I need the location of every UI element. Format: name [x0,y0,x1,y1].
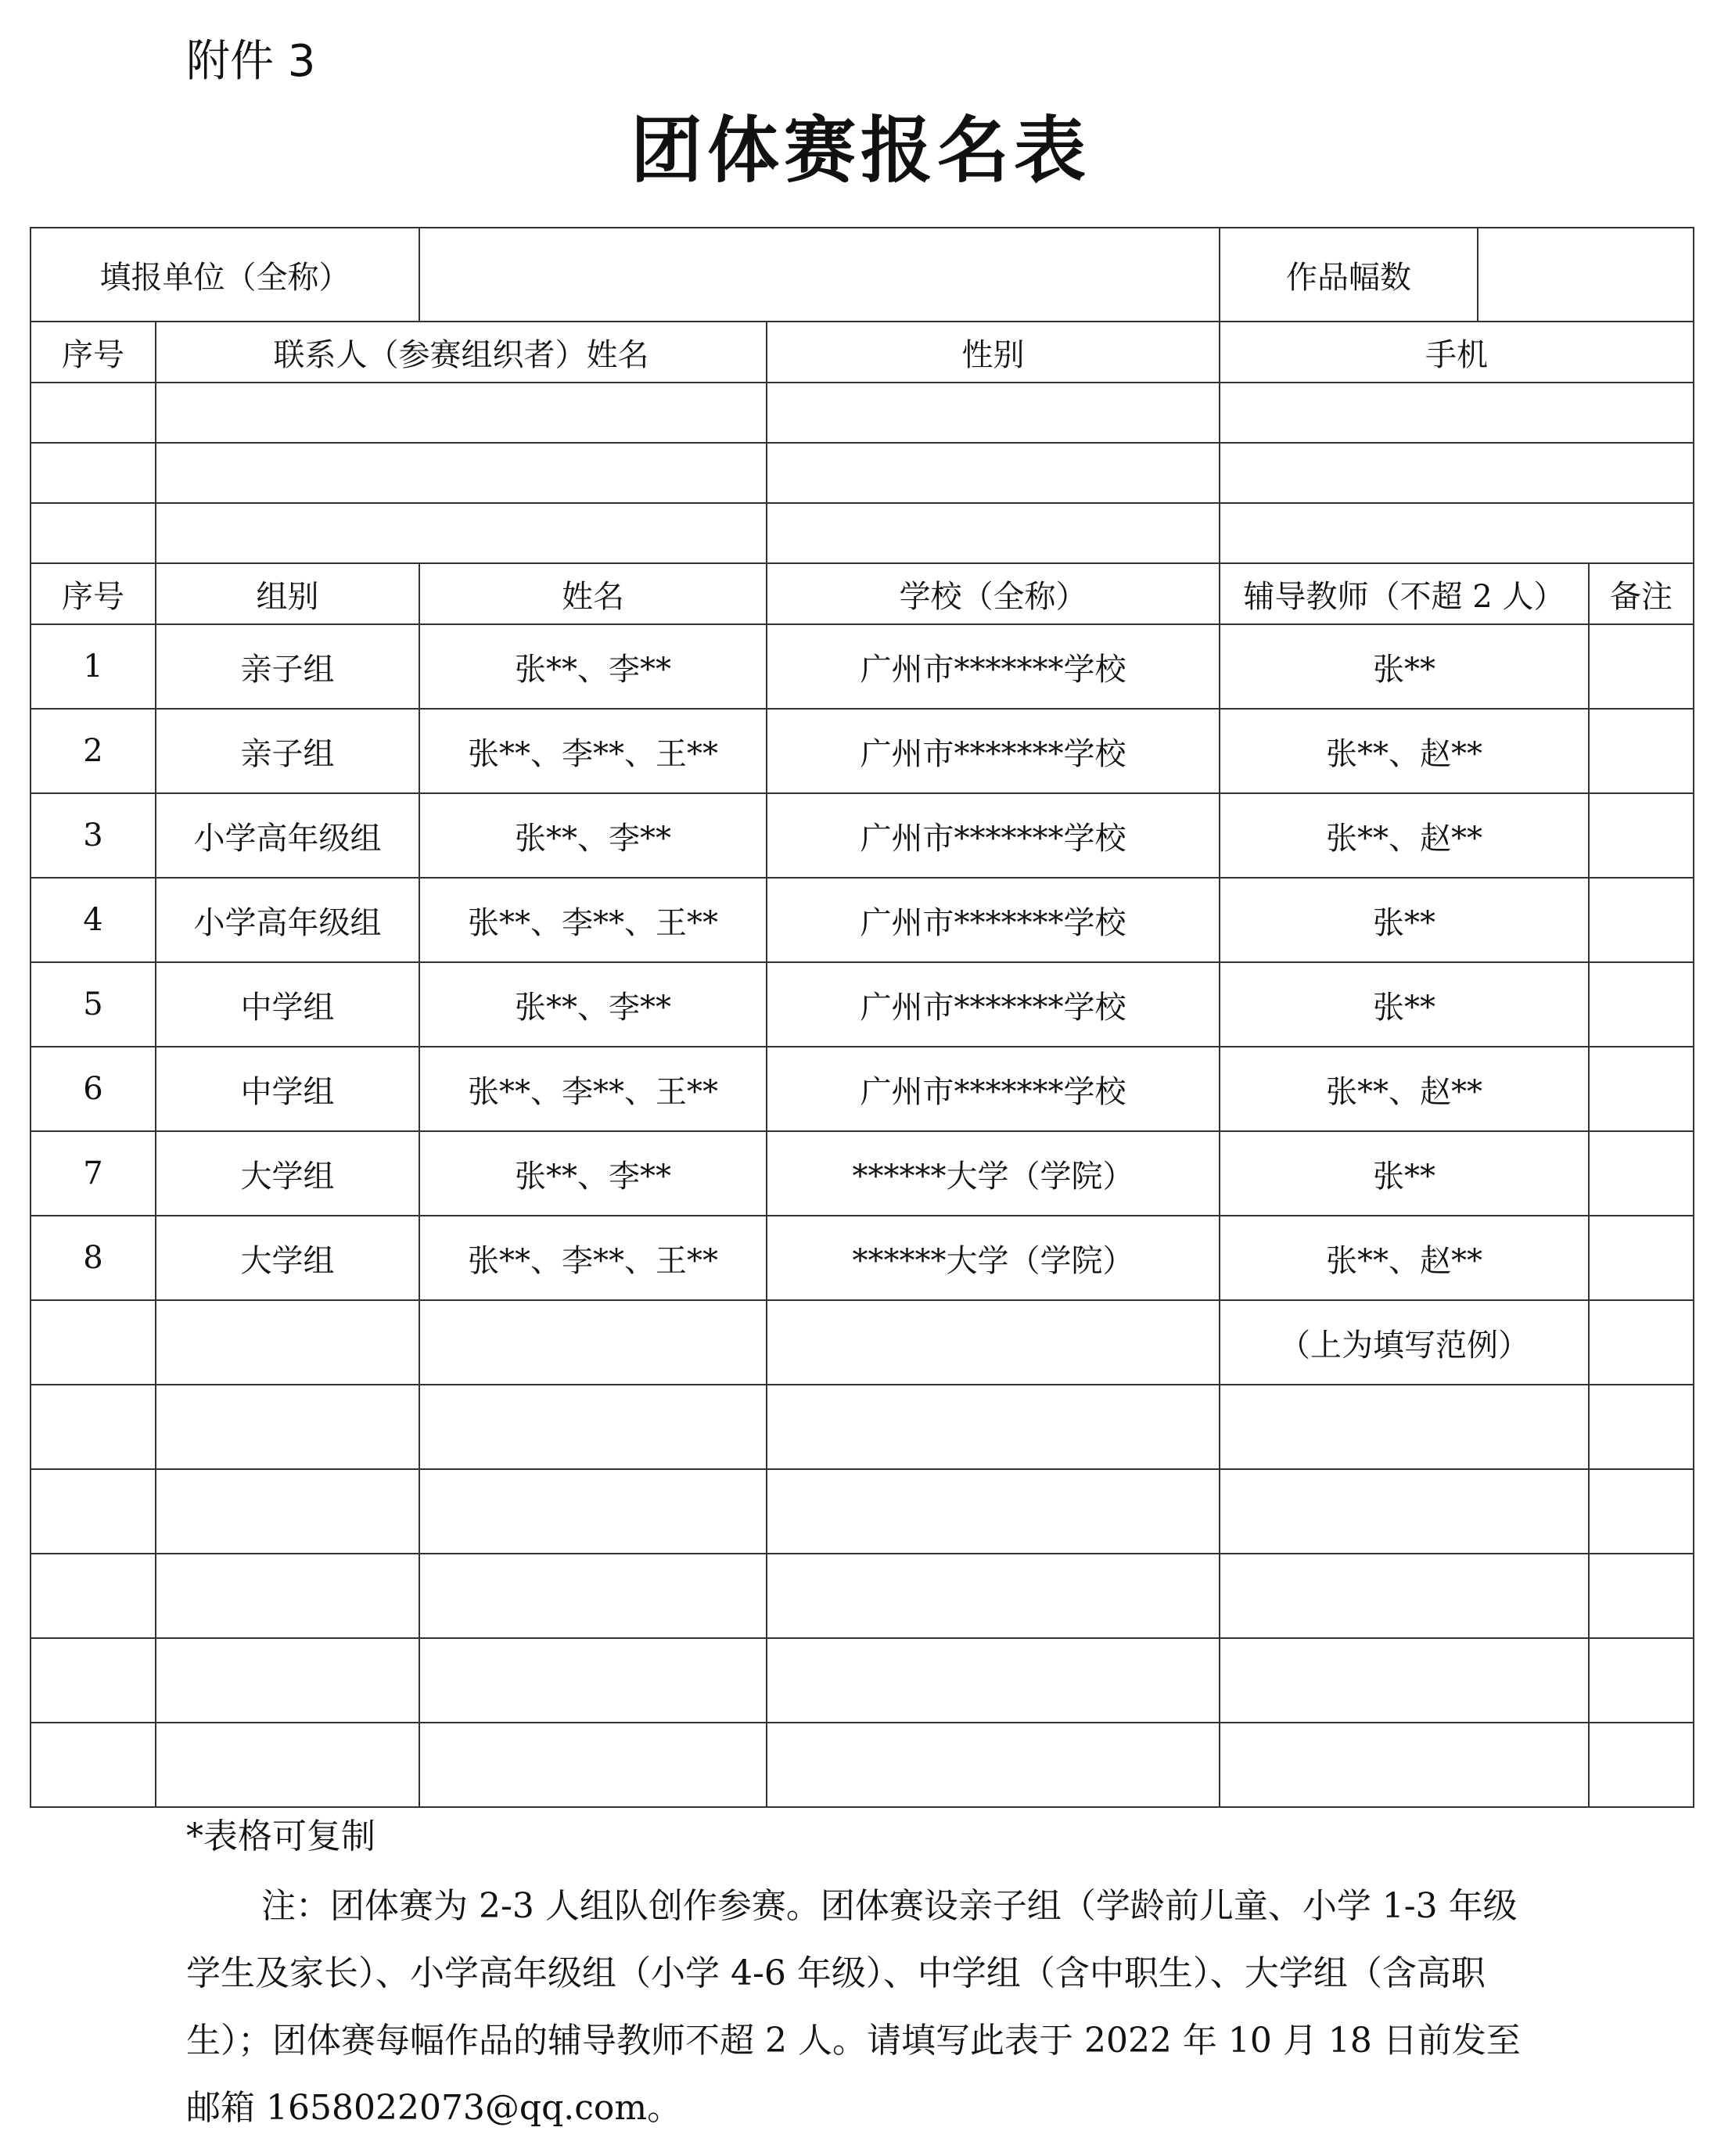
entry-remark-cell[interactable] [1589,1469,1694,1554]
entry-school-cell[interactable]: 广州市*******学校 [767,1047,1220,1131]
entry-group-cell[interactable]: 亲子组 [156,624,419,709]
entry-names-cell[interactable] [419,1469,767,1554]
entry-row [31,1723,1694,1807]
entry-row [31,624,1694,709]
contact-name-cell[interactable] [156,503,767,563]
entry-school-cell[interactable]: 广州市*******学校 [767,793,1220,878]
works-count-label: 作品幅数 [1220,228,1478,322]
contact-col-name: 联系人（参赛组织者）姓名 [156,322,767,383]
entry-seq-cell[interactable] [31,1723,156,1807]
entry-names-cell[interactable] [419,1385,767,1469]
entry-col-teacher: 辅导教师（不超 2 人） [1220,563,1589,624]
entry-remark-cell[interactable] [1589,793,1694,878]
entry-seq-cell[interactable]: 8 [31,1216,156,1300]
entry-row [31,1047,1694,1131]
entry-remark-cell[interactable] [1589,1554,1694,1638]
entry-remark-cell[interactable] [1589,1216,1694,1300]
entry-remark-cell[interactable] [1589,1723,1694,1807]
entry-col-remark: 备注 [1589,563,1694,624]
unit-label: 填报单位（全称） [31,228,419,322]
entry-seq-cell[interactable] [31,1300,156,1385]
unit-row [31,228,1694,322]
copyable-note: *表格可复制 [186,1816,375,1856]
entry-seq-cell[interactable] [31,1554,156,1638]
entry-school-cell[interactable]: 广州市*******学校 [767,709,1220,793]
entry-group-cell[interactable]: 亲子组 [156,709,419,793]
works-count-input[interactable] [1478,228,1694,322]
entry-row [31,1131,1694,1216]
entry-school-cell[interactable] [767,1469,1220,1554]
entry-col-group: 组别 [156,563,419,624]
entry-seq-cell[interactable]: 5 [31,962,156,1047]
entry-seq-cell[interactable]: 2 [31,709,156,793]
unit-input[interactable] [419,228,1220,322]
contact-phone-cell[interactable] [1220,383,1694,443]
instructions-note: 注：团体赛为 2-3 人组队创作参赛。团体赛设亲子组（学龄前儿童、小学 1-3 年级学生及家长）、小学高年级组（小学 4-6 年级）、中学组（含中职生）、大学组（含高职生）；团体赛每幅作品的辅导教师不超 2 人。请填写此表于 2022 年 10 月 18 日前发至邮箱 1658022073@qq.com。 [186,1886,1521,2128]
entry-school-cell[interactable]: ******大学（学院） [767,1216,1220,1300]
contact-seq-cell[interactable] [31,383,156,443]
entry-teacher-cell[interactable] [1220,1554,1589,1638]
contact-col-phone: 手机 [1220,322,1694,383]
contact-col-seq: 序号 [31,322,156,383]
entry-names-cell[interactable]: 张**、李**、王** [419,1047,767,1131]
entry-names-cell[interactable] [419,1554,767,1638]
entry-row [31,793,1694,878]
entry-teacher-cell[interactable]: 张**、赵** [1220,1216,1589,1300]
contact-row [31,443,1694,503]
entry-remark-cell[interactable] [1589,624,1694,709]
contact-col-gender: 性别 [767,322,1220,383]
entry-school-cell[interactable] [767,1554,1220,1638]
registration-table [30,227,1694,1808]
contact-header-row [31,322,1694,383]
entry-remark-cell[interactable] [1589,1300,1694,1385]
entry-group-cell[interactable] [156,1554,419,1638]
entry-col-school: 学校（全称） [767,563,1220,624]
entry-school-cell[interactable] [767,1300,1220,1385]
contact-name-cell[interactable] [156,383,767,443]
entry-school-cell[interactable] [767,1638,1220,1723]
contact-seq-cell[interactable] [31,443,156,503]
entry-seq-cell[interactable]: 1 [31,624,156,709]
entry-seq-cell[interactable]: 6 [31,1047,156,1131]
entry-row [31,1469,1694,1554]
entry-remark-cell[interactable] [1589,1385,1694,1469]
entry-group-cell[interactable] [156,1300,419,1385]
entry-teacher-cell[interactable]: 张** [1220,878,1589,962]
entry-group-cell[interactable] [156,1638,419,1723]
entry-group-cell[interactable]: 中学组 [156,962,419,1047]
entry-teacher-cell[interactable] [1220,1385,1589,1469]
entry-seq-cell[interactable] [31,1385,156,1469]
entry-group-cell[interactable]: 大学组 [156,1131,419,1216]
entry-remark-cell[interactable] [1589,1638,1694,1723]
entry-group-cell[interactable]: 小学高年级组 [156,793,419,878]
contact-gender-cell[interactable] [767,383,1220,443]
entry-teacher-cell[interactable]: 张**、赵** [1220,793,1589,878]
entry-row [31,878,1694,962]
entry-school-cell[interactable]: ******大学（学院） [767,1131,1220,1216]
contact-seq-cell[interactable] [31,503,156,563]
entry-names-cell[interactable] [419,1723,767,1807]
form-title: 团体赛报名表 [630,109,1090,192]
entry-header-row [31,563,1694,624]
entry-school-cell[interactable] [767,1723,1220,1807]
entry-names-cell[interactable]: 张**、李** [419,962,767,1047]
entry-seq-cell[interactable] [31,1469,156,1554]
entry-row [31,1638,1694,1723]
entry-school-cell[interactable]: 广州市*******学校 [767,962,1220,1047]
entry-group-cell[interactable] [156,1723,419,1807]
entry-col-names: 姓名 [419,563,767,624]
entry-row [31,962,1694,1047]
entry-group-cell[interactable]: 中学组 [156,1047,419,1131]
entry-names-cell[interactable]: 张**、李** [419,624,767,709]
entry-teacher-cell[interactable]: 张**、赵** [1220,1047,1589,1131]
entry-teacher-cell[interactable] [1220,1469,1589,1554]
entry-school-cell[interactable]: 广州市*******学校 [767,878,1220,962]
entry-names-cell[interactable]: 张**、李**、王** [419,878,767,962]
entry-teacher-cell[interactable] [1220,1723,1589,1807]
entry-remark-cell[interactable] [1589,878,1694,962]
entry-teacher-cell[interactable]: 张** [1220,1131,1589,1216]
entry-remark-cell[interactable] [1589,962,1694,1047]
entry-group-cell[interactable] [156,1385,419,1469]
contact-gender-cell[interactable] [767,503,1220,563]
entry-school-cell[interactable]: 广州市*******学校 [767,624,1220,709]
entry-teacher-cell[interactable] [1220,1638,1589,1723]
entry-school-cell[interactable] [767,1385,1220,1469]
entry-row [31,709,1694,793]
contact-row [31,383,1694,443]
entry-row [31,1216,1694,1300]
entry-seq-cell[interactable] [31,1638,156,1723]
entry-row [31,1554,1694,1638]
entry-names-cell[interactable]: 张**、李**、王** [419,1216,767,1300]
entry-col-seq: 序号 [31,563,156,624]
entry-teacher-cell[interactable]: 张**、赵** [1220,709,1589,793]
entry-seq-cell[interactable]: 7 [31,1131,156,1216]
entry-teacher-cell[interactable]: 张** [1220,962,1589,1047]
entry-group-cell[interactable]: 小学高年级组 [156,878,419,962]
entry-seq-cell[interactable]: 3 [31,793,156,878]
entry-names-cell[interactable]: 张**、李**、王** [419,709,767,793]
attachment-label: 附件 3 [186,36,316,87]
entry-remark-cell[interactable] [1589,1047,1694,1131]
entry-row [31,1300,1694,1385]
entry-remark-cell[interactable] [1589,709,1694,793]
entry-row [31,1385,1694,1469]
entry-names-cell[interactable]: 张**、李** [419,793,767,878]
contact-phone-cell[interactable] [1220,503,1694,563]
contact-phone-cell[interactable] [1220,443,1694,503]
contact-gender-cell[interactable] [767,443,1220,503]
entry-names-cell[interactable]: 张**、李** [419,1131,767,1216]
entry-teacher-cell[interactable]: （上为填写范例） [1220,1300,1589,1385]
entry-names-cell[interactable] [419,1300,767,1385]
contact-name-cell[interactable] [156,443,767,503]
contact-row [31,503,1694,563]
entry-group-cell[interactable]: 大学组 [156,1216,419,1300]
entry-remark-cell[interactable] [1589,1131,1694,1216]
entry-group-cell[interactable] [156,1469,419,1554]
entry-names-cell[interactable] [419,1638,767,1723]
entry-teacher-cell[interactable]: 张** [1220,624,1589,709]
entry-seq-cell[interactable]: 4 [31,878,156,962]
